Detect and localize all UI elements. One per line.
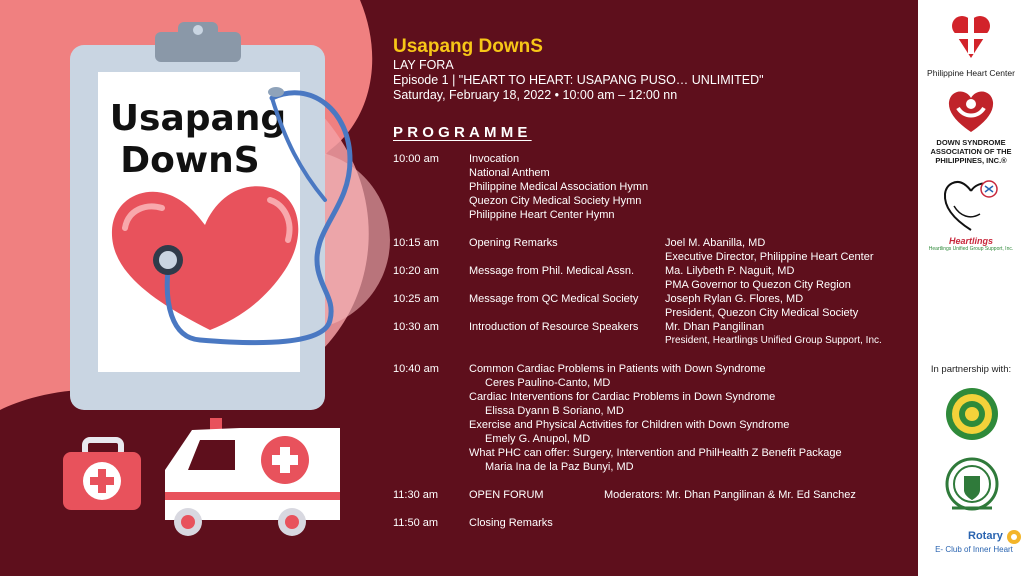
speaker-role: Executive Director, Philippine Heart Center <box>665 251 874 263</box>
event-title: Usapang DownS <box>393 36 543 57</box>
schedule-title: Opening Remarks <box>469 237 558 249</box>
talk-topic: Common Cardiac Problems in Patients with Down Syndrome <box>469 363 766 375</box>
schedule-title: OPEN FORUM <box>469 489 544 501</box>
schedule-row <box>393 264 913 278</box>
schedule-item: Philippine Medical Association Hymn <box>469 181 649 193</box>
schedule-time: 11:50 am <box>393 517 439 529</box>
illustration <box>0 0 390 576</box>
schedule-item: National Anthem <box>469 167 550 179</box>
event-header <box>393 36 913 141</box>
schedule-block-speeches <box>393 236 913 348</box>
schedule-row <box>393 236 913 250</box>
speaker-role: President, Quezon City Medical Society <box>665 307 859 319</box>
rotary-club: E- Club of Inner Heart <box>935 545 1013 554</box>
rotary-wheel-icon <box>1006 529 1022 545</box>
talk-topic: Exercise and Physical Activities for Children with Down Syndrome <box>469 419 790 431</box>
schedule-row-forum <box>393 488 913 502</box>
qcms-seal-icon <box>944 456 1000 516</box>
talk-speaker: Maria Ina de la Paz Bunyi, MD <box>485 461 634 473</box>
schedule-row-closing <box>393 516 913 530</box>
programme-schedule <box>393 152 913 530</box>
schedule-block-opening <box>393 152 913 222</box>
event-date: Saturday, February 18, 2022 • 10:00 am – 12:00 nn <box>393 88 678 102</box>
forum-moderators: Moderators: Mr. Dhan Pangilinan & Mr. Ed Sanchez <box>604 489 856 501</box>
dsap-label: DOWN SYNDROME ASSOCIATION OF THE PHILIPPINES, INC.® <box>930 138 1012 165</box>
episode-line: Episode 1 | "HEART TO HEART: USAPANG PUSO… UNLIMITED" <box>393 73 764 87</box>
talk-speaker: Elissa Dyann B Soriano, MD <box>485 405 624 417</box>
schedule-time: 10:20 am <box>393 265 439 277</box>
logo-text-line1: Usapang <box>109 98 287 139</box>
schedule-speaker: Ma. Lilybeth P. Naguit, MD <box>665 265 795 277</box>
event-subtitle: LAY FORA <box>393 58 454 72</box>
heartlings-sub: Heartlings Unified Group Support, Inc. <box>928 246 1014 252</box>
schedule-item: Philippine Heart Center Hymn <box>469 209 615 221</box>
schedule-speaker: Mr. Dhan Pangilinan <box>665 321 765 333</box>
schedule-row <box>393 320 913 334</box>
schedule-time: 10:40 am <box>393 363 439 375</box>
schedule-item: Invocation <box>469 153 520 165</box>
phc-heart-logo-icon <box>945 12 997 64</box>
schedule-time: 10:30 am <box>393 321 439 333</box>
pma-seal-icon <box>944 386 1000 442</box>
first-aid-kit-icon <box>63 440 141 510</box>
talk-topic: Cardiac Interventions for Cardiac Problems in Down Syndrome <box>469 391 776 403</box>
schedule-title: Message from Phil. Medical Assn. <box>469 265 635 277</box>
heartlings-logo-icon <box>940 176 1002 234</box>
phc-label: Philippine Heart Center <box>927 68 1015 78</box>
schedule-row <box>393 292 913 306</box>
ambulance-icon <box>165 418 340 536</box>
schedule-title: Closing Remarks <box>469 517 553 529</box>
partner-sidebar <box>918 0 1024 576</box>
talk-topic: What PHC can offer: Surgery, Intervention and PhilHealth Z Benefit Package <box>469 447 842 459</box>
logo-text-line2: DownS <box>120 140 260 181</box>
programme-heading: PROGRAMME <box>393 124 532 141</box>
schedule-time: 11:30 am <box>393 489 439 501</box>
schedule-title: Introduction of Resource Speakers <box>469 321 639 333</box>
schedule-time: 10:15 am <box>393 237 439 249</box>
rotary-name: Rotary <box>968 530 1003 542</box>
speaker-role: President, Heartlings Unified Group Support, Inc. <box>665 335 882 346</box>
schedule-time: 10:25 am <box>393 293 439 305</box>
heartlings-name: Heartlings <box>948 236 993 246</box>
schedule-speaker: Joseph Rylan G. Flores, MD <box>665 293 804 305</box>
partnership-label: In partnership with: <box>930 364 1012 375</box>
schedule-speaker: Joel M. Abanilla, MD <box>665 237 766 249</box>
speaker-role: PMA Governor to Quezon City Region <box>665 279 851 291</box>
schedule-title: Message from QC Medical Society <box>469 293 639 305</box>
schedule-time: 10:00 am <box>393 153 439 165</box>
talk-speaker: Emely G. Anupol, MD <box>485 433 591 445</box>
talk-speaker: Ceres Paulino-Canto, MD <box>485 377 611 389</box>
dsap-logo-icon <box>946 88 996 134</box>
schedule-item: Quezon City Medical Society Hymn <box>469 195 642 207</box>
schedule-block-talks <box>393 362 913 474</box>
